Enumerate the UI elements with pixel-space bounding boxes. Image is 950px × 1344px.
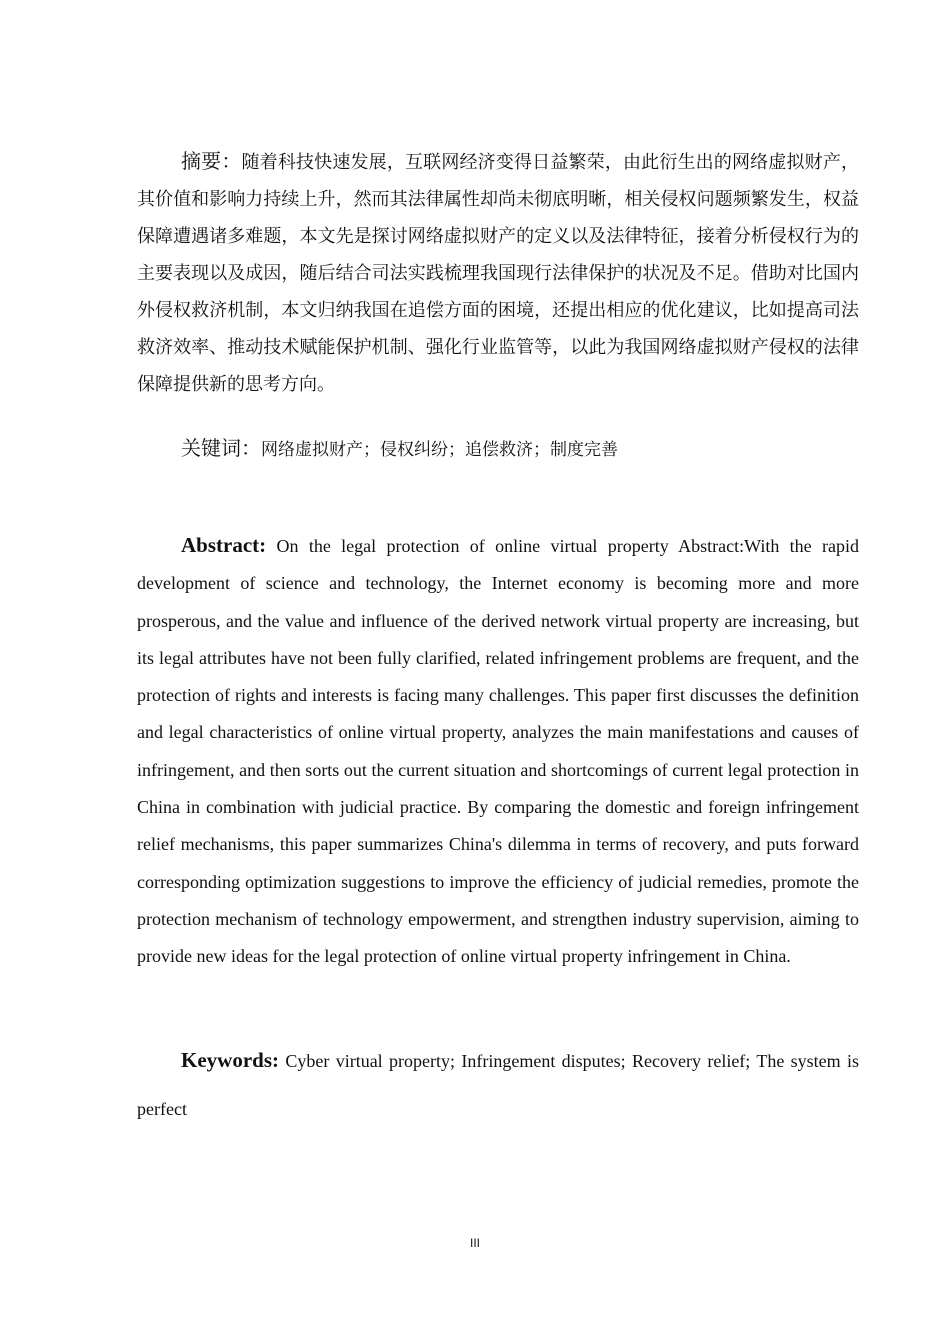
chinese-abstract-label: 摘要： (181, 149, 242, 173)
english-keywords-text: Cyber virtual property; Infringement disputes; Recovery relief; The system is perfect (137, 1051, 860, 1119)
english-keywords (137, 1036, 859, 1133)
page-number: III (469, 1236, 480, 1250)
chinese-abstract (137, 143, 859, 403)
english-abstract-label: Abstract: (181, 533, 267, 557)
chinese-keywords-label: 关键词： (181, 436, 261, 460)
chinese-abstract-text: 随着科技快速发展，互联网经济变得日益繁荣，由此衍生出的网络虚拟财产，其价值和影响力持续上升，然而其法律属性却尚未彻底明晰，相关侵权问题频繁发生，权益保障遭遇诸多难题，本文先是探讨网络虚拟财产的定义以及法律特征，接着分析侵权行为的主要表现以及成因，随后结合司法实践梳理我国现行法律保护的状况及不足。借助对比国内外侵权救济机制，本文归纳我国在追偿方面的困境，还提出相应的优化建议，比如提高司法救济效率、推动技术赋能保护机制、强化行业监管等，以此为我国网络虚拟财产侵权的法律保障提供新的思考方向。 (137, 152, 859, 395)
english-abstract (137, 527, 859, 976)
chinese-keywords (137, 430, 859, 469)
english-keywords-label: Keywords: (181, 1048, 279, 1072)
chinese-keywords-text: 网络虚拟财产；侵权纠纷；追偿救济；制度完善 (261, 440, 618, 460)
english-abstract-text: On the legal protection of online virtual property Abstract:With the rapid development of science and technology, the Internet economy is becoming more and more prosperous, and the value and influence of the derived network virtual property are increasing, but its legal attributes have not been fully clarified, related infringement problems are frequent, and the protection of rights and interests is facing many challenges. This paper first discusses the definition and legal characteristics of online virtual property, analyzes the main manifestations and causes of infringement, and then sorts out the current situation and shortcomings of current legal protection in China in combination with judicial practice. By comparing the domestic and foreign infringement relief mechanisms, this paper summarizes China's dilemma in terms of recovery, and puts forward corresponding optimization suggestions to improve the efficiency of judicial remedies, promote the protection mechanism of technology empowerment, and strengthen industry supervision, aiming to provide new ideas for the legal protection of online virtual property infringement in China. (137, 536, 859, 967)
